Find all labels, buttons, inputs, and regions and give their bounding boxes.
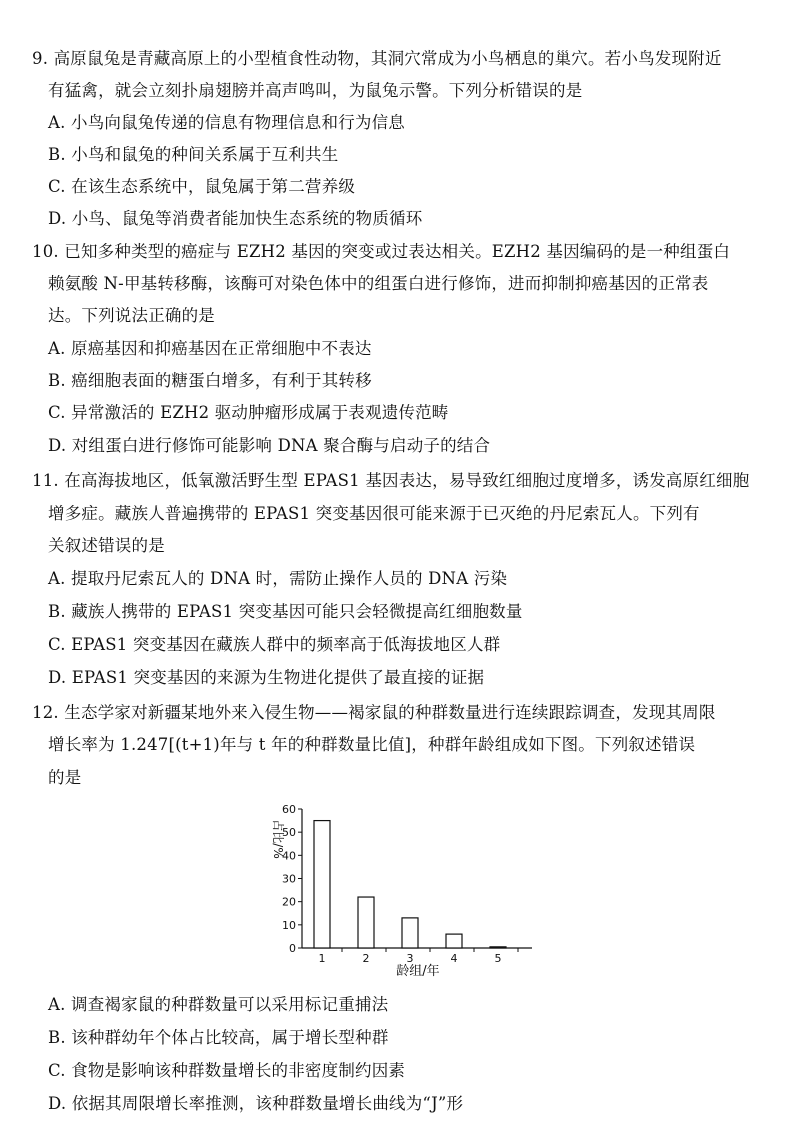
y-tick-label: 0 [289, 942, 296, 955]
q10-option-d: D. 对组蛋白进行修饰可能影响 DNA 聚合酶与启动子的结合 [48, 436, 491, 455]
age-structure-chart [250, 795, 550, 985]
x-tick-label: 1 [318, 952, 326, 965]
y-tick-label: 40 [282, 849, 296, 863]
q10-option-c: C. 异常激活的 EZH2 驱动肿瘤形成属于表观遗传范畴 [48, 403, 449, 422]
x-tick-label: 5 [494, 952, 502, 965]
q10-stem-line-3: 达。下列说法正确的是 [48, 306, 215, 325]
x-tick-label: 2 [362, 952, 370, 965]
q11-option-b: B. 藏族人携带的 EPAS1 突变基因可能只会轻微提高红细胞数量 [48, 602, 523, 621]
q9-stem-line-2: 有猛禽，就会立刻扑扇翅膀并高声鸣叫，为鼠兔示警。下列分析错误的是 [48, 81, 583, 100]
chart-y-axis-label: 占比/% [271, 819, 285, 859]
q9-stem-line-1: 9. 高原鼠兔是青藏高原上的小型植食性动物，其洞穴常成为小鸟栖息的巢穴。若小鸟发现附近 [32, 49, 722, 68]
q12-option-b: B. 该种群幼年个体占比较高，属于增长型种群 [48, 1028, 389, 1047]
q9-option-c: C. 在该生态系统中，鼠兔属于第二营养级 [48, 177, 356, 196]
q11-option-c: C. EPAS1 突变基因在藏族人群中的频率高于低海拔地区人群 [48, 635, 501, 654]
q9-option-d: D. 小鸟、鼠兔等消费者能加快生态系统的物质循环 [48, 209, 423, 228]
y-tick-label: 20 [282, 895, 296, 909]
y-tick-label: 50 [282, 826, 296, 840]
age-structure-chart-svg [250, 795, 550, 985]
q12-stem-line-2: 增长率为 1.247[(t+1)年与 t 年的种群数量比值]，种群年龄组成如下图。下列叙述错误 [48, 735, 696, 754]
y-tick-label: 30 [282, 872, 296, 886]
q12-option-d: D. 依据其周限增长率推测，该种群数量增长曲线为“J”形 [48, 1094, 464, 1113]
q10-stem-line-1: 10. 已知多种类型的癌症与 EZH2 基因的突变或过表达相关。EZH2 基因编码的是一种组蛋白 [32, 242, 731, 261]
q10-option-a: A. 原癌基因和抑癌基因在正常细胞中不表达 [48, 339, 372, 358]
bar-age-2 [358, 897, 374, 948]
q11-stem-line-1: 11. 在高海拔地区，低氧激活野生型 EPAS1 基因表达，易导致红细胞过度增多，诱发高原红细胞 [32, 471, 750, 490]
chart-bars [314, 821, 506, 948]
bar-age-5 [490, 947, 506, 948]
q9-option-b: B. 小鸟和鼠兔的种间关系属于互利共生 [48, 145, 339, 164]
bar-age-3 [402, 918, 418, 948]
chart-x-axis-label: 龄组/年 [396, 964, 440, 979]
q12-stem-line-1: 12. 生态学家对新疆某地外来入侵生物——褐家鼠的种群数量进行连续跟踪调查，发现其周限 [32, 703, 716, 722]
y-tick-label: 10 [282, 918, 296, 932]
bar-age-4 [446, 934, 462, 948]
bar-age-1 [314, 821, 330, 948]
q11-stem-line-2: 增多症。藏族人普遍携带的 EPAS1 突变基因很可能来源于已灭绝的丹尼索瓦人。下列有 [48, 504, 700, 523]
x-tick-label: 3 [406, 952, 414, 965]
q12-option-c: C. 食物是影响该种群数量增长的非密度制约因素 [48, 1061, 406, 1080]
y-tick-label: 60 [282, 803, 296, 816]
q9-option-a: A. 小鸟向鼠兔传递的信息有物理信息和行为信息 [48, 113, 406, 132]
q10-option-b: B. 癌细胞表面的糖蛋白增多，有利于其转移 [48, 371, 372, 390]
x-tick-label: 4 [450, 952, 458, 965]
q11-option-a: A. 提取丹尼索瓦人的 DNA 时，需防止操作人员的 DNA 污染 [48, 569, 508, 588]
q10-stem-line-2: 赖氨酸 N-甲基转移酶，该酶可对染色体中的组蛋白进行修饰，进而抑制抑癌基因的正常表 [48, 274, 709, 293]
q11-option-d: D. EPAS1 突变基因的来源为生物进化提供了最直接的证据 [48, 668, 485, 687]
q12-stem-line-3: 的是 [48, 768, 82, 787]
q12-option-a: A. 调查褐家鼠的种群数量可以采用标记重捕法 [48, 995, 389, 1014]
q11-stem-line-3: 关叙述错误的是 [48, 536, 165, 555]
